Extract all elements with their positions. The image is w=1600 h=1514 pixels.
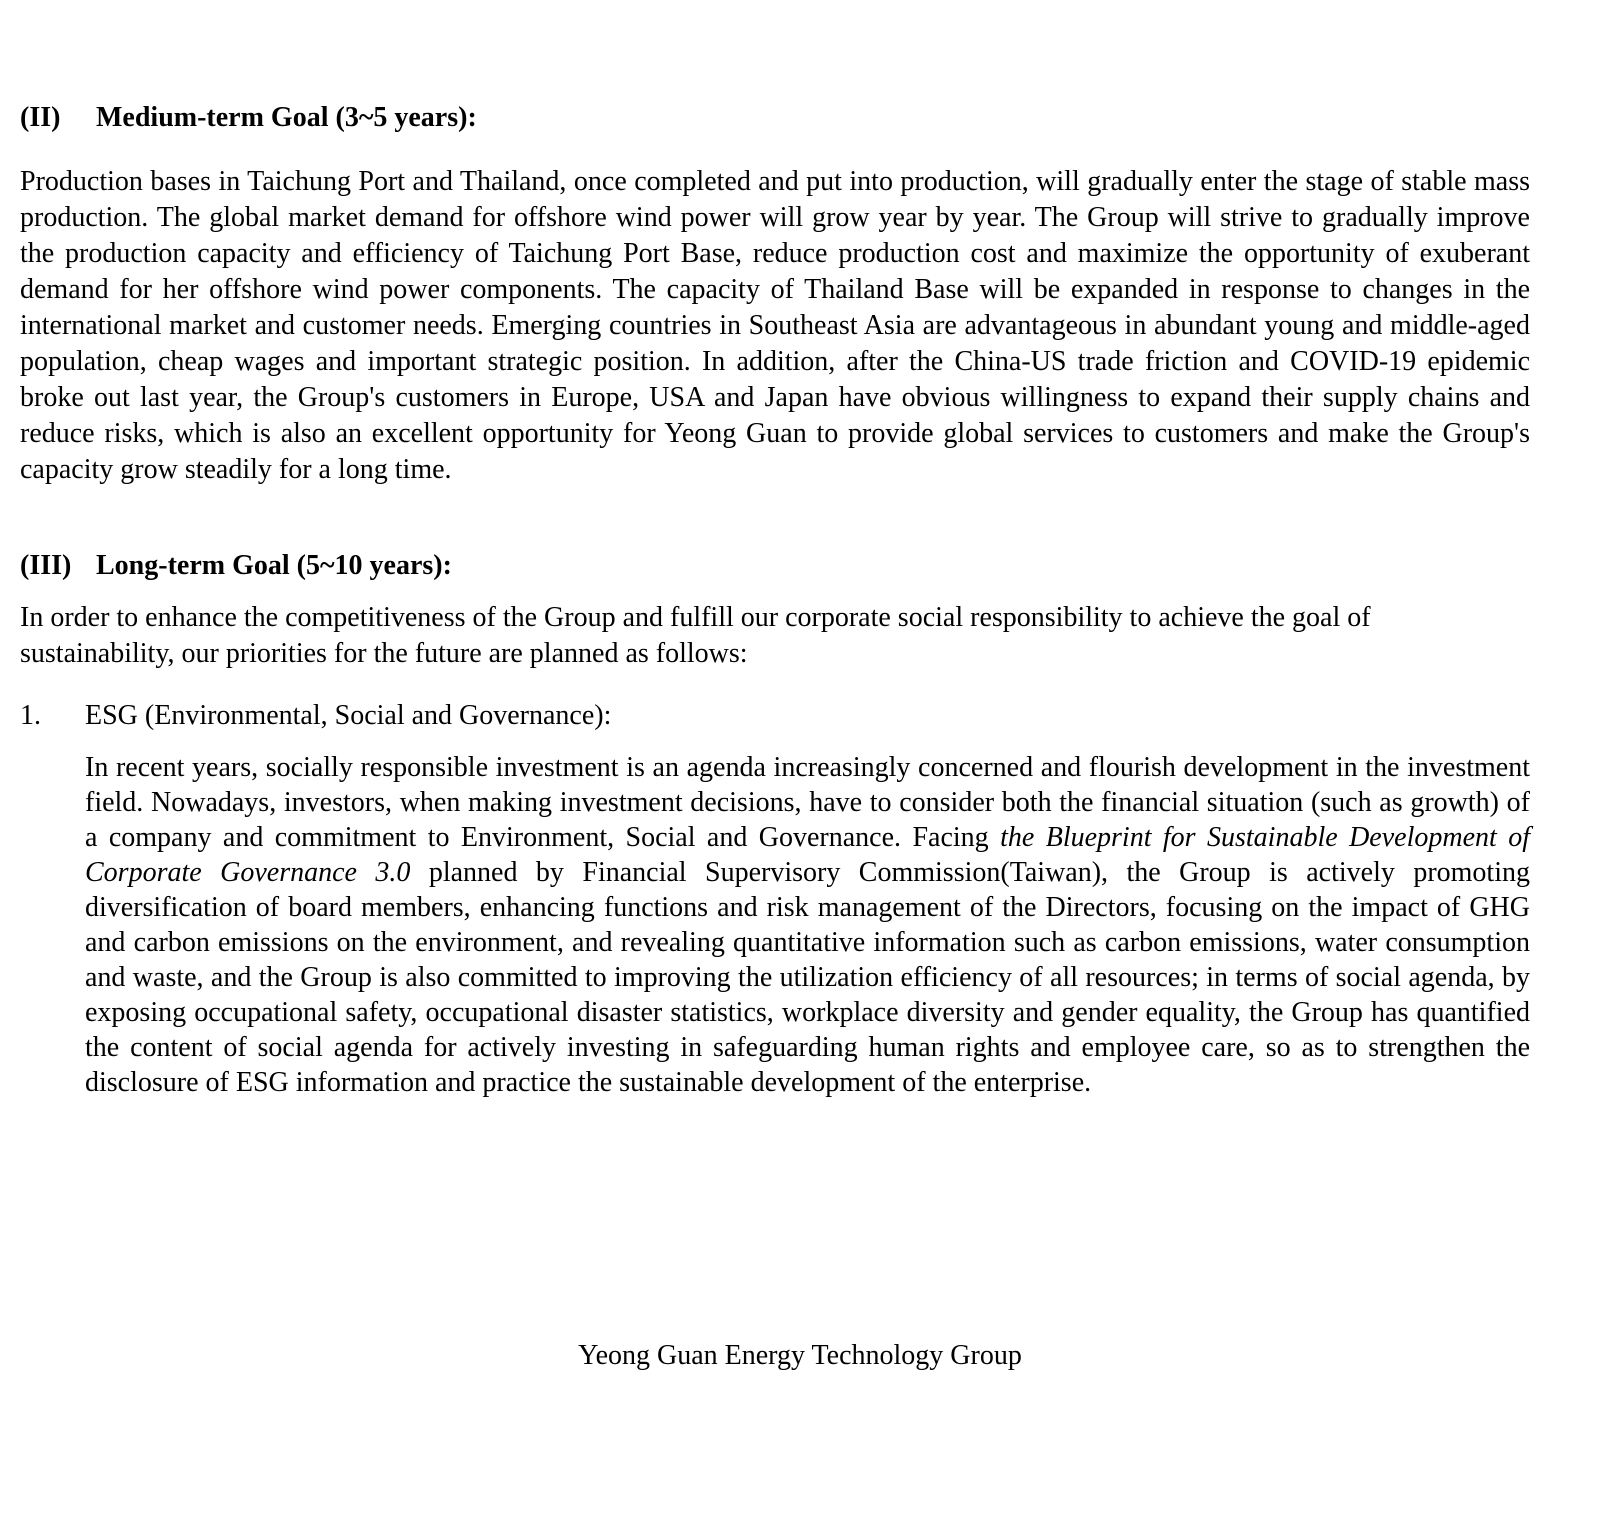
section-number: (II)	[20, 102, 61, 133]
esg-italic-citation: the Blueprint for Sustainable Development of Corporate Governance 3.0	[85, 822, 1530, 888]
esg-text-after-italic: planned by Financial Supervisory Commission(Taiwan), the Group is actively promoting diversification of board members, enhancing functions and risk management of the Directors, focusing on the impact of GHG and carbon emissions on the environment, and revealing quantitative information such as carbon emissions, water consumption and waste, and the Group is also committed to improving the utilization efficiency of all resources; in terms of social agenda, by exposing occupational safety, occupational disaster statistics, workplace diversity and gender equality, the Group has quantified the content of social agenda for actively investing in safeguarding human rights and employee care, so as to strengthen the disclosure of ESG information and practice the sustainable development of the enterprise.	[85, 857, 1530, 1098]
section-title: Medium-term Goal (3~5 years):	[96, 102, 477, 133]
section-number: (III)	[20, 550, 72, 581]
paragraph-long-term-intro: In order to enhance the competitiveness of the Group and fulfill our corporate social responsibility to achieve the goal of sustainability, our priorities for the future are planned as follows:	[20, 602, 1371, 669]
section-heading-long-term	[20, 548, 1530, 584]
list-item-number: 1.	[20, 700, 41, 731]
esg-text-before-italic: In recent years, socially responsible investment is an agenda increasingly concerned and flourish development in the investment field. Nowadays, investors, when making investment decisions, have to consider both the financial situation (such as growth) of a company and commitment to Environment, Social and Governance. Facing	[85, 752, 1530, 853]
section-heading-medium-term	[20, 100, 1530, 136]
section-title: Long-term Goal (5~10 years):	[96, 550, 452, 581]
paragraph-medium-term-body: Production bases in Taichung Port and Thailand, once completed and put into production, will gradually enter the stage of stable mass production. The global market demand for offshore wind power will grow year by year. The Group will strive to gradually improve the production capacity and efficiency of Taichung Port Base, reduce production cost and maximize the opportunity of exuberant demand for her offshore wind power components. The capacity of Thailand Base will be expanded in response to changes in the international market and customer needs. Emerging countries in Southeast Asia are advantageous in abundant young and middle-aged population, cheap wages and important strategic position. In addition, after the China-US trade friction and COVID-19 epidemic broke out last year, the Group's customers in Europe, USA and Japan have obvious willingness to expand their supply chains and reduce risks, which is also an excellent opportunity for Yeong Guan to provide global services to customers and make the Group's capacity grow steadily for a long time.	[20, 166, 1530, 485]
paragraph-esg-body	[85, 750, 1530, 1100]
list-item-esg	[20, 698, 1530, 734]
list-item-title: ESG (Environmental, Social and Governance):	[85, 700, 612, 731]
footer-company-name: Yeong Guan Energy Technology Group	[578, 1340, 1022, 1371]
